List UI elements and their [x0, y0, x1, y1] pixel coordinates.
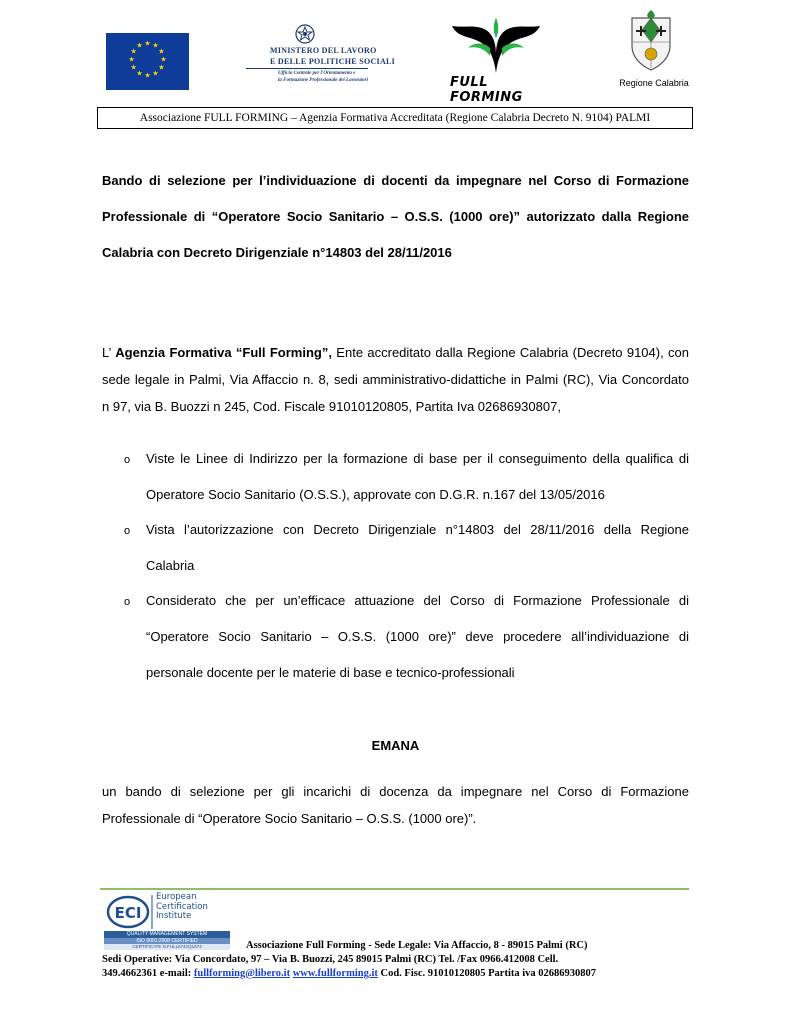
footer-line-3-suffix: Cod. Fisc. 91010120805 Partita iva 02686930807	[377, 968, 597, 979]
eci-qms-bar: QUALITY MANAGEMENT SYSTEM	[104, 931, 230, 938]
bullet-3-line-1: Considerato che per un’efficace attuazione del Corso di Formazione Professionale di	[146, 593, 689, 608]
eci-name-line3: Institute	[156, 911, 192, 921]
footer-line-1: Associazione Full Forming - Sede Legale: Via Affaccio, 8 - 89015 Palmi (RC)	[246, 940, 588, 951]
svg-text:★: ★	[158, 47, 165, 56]
eci-name-line2: Certification	[156, 901, 208, 912]
intro-line-1-rest: Ente accreditato dalla Regione Calabria (Decreto 9104), con	[331, 345, 689, 360]
full-forming-leaves-icon	[450, 18, 542, 74]
full-forming-logo	[446, 18, 546, 105]
regione-calabria-logo	[618, 10, 690, 92]
eu-flag-logo	[106, 33, 189, 90]
svg-text:★: ★	[160, 55, 167, 64]
intro-line-1	[102, 345, 689, 361]
footer-line-3-prefix: 349.4662361 e-mail:	[102, 968, 194, 979]
ministry-name-line1: MINISTERO DEL LAVORO	[270, 46, 377, 55]
eu-stars-icon	[106, 33, 189, 90]
eci-certification-logo	[104, 893, 230, 950]
svg-text:★: ★	[136, 69, 143, 78]
footer-email-link[interactable]: fullforming@libero.it	[193, 968, 291, 979]
svg-text:★: ★	[136, 41, 143, 50]
svg-text:★: ★	[130, 63, 137, 72]
bullet-marker-2: o	[124, 525, 131, 537]
full-forming-logo-text: FULL FORMING	[450, 75, 523, 105]
svg-text:★: ★	[128, 55, 135, 64]
eci-name	[156, 893, 208, 922]
footer-website-link[interactable]: www.fullforming.it	[292, 968, 378, 979]
title-line-2: Professionale di “Operatore Socio Sanitario – O.S.S. (1000 ore)” autorizzato dalla Regione	[102, 209, 689, 224]
bullet-2-line-2: Calabria	[146, 558, 195, 573]
svg-text:★: ★	[130, 47, 137, 56]
closing-line-1: un bando di selezione per gli incarichi di docenza da impegnare nel Corso di Formazione	[102, 784, 689, 799]
title-line-1: Bando di selezione per l’individuazione di docenti da impegnare nel Corso di Formazione	[102, 173, 689, 188]
calabria-coat-of-arms-icon	[626, 10, 676, 72]
closing-line-2: Professionale di “Operatore Socio Sanitario – O.S.S. (1000 ore)”.	[102, 811, 477, 826]
bullet-1-line-2: Operatore Socio Sanitario (O.S.S.), approvate con D.G.R. n.167 del 13/05/2016	[146, 487, 605, 502]
ministry-divider	[246, 68, 368, 69]
svg-text:★: ★	[158, 63, 165, 72]
italian-emblem-icon	[294, 22, 316, 46]
svg-text:★: ★	[144, 39, 151, 48]
svg-text:★: ★	[152, 41, 159, 50]
bullet-3-line-2: “Operatore Socio Sanitario – O.S.S. (1000 ore)” deve procedere all’individuazione di	[146, 629, 689, 644]
bullet-2-line-1: Vista l’autorizzazione con Decreto Dirigenziale n°14803 del 28/11/2016 della Regione	[146, 522, 689, 537]
footer-line-3	[102, 967, 596, 980]
region-label: Regione Calabria	[619, 78, 689, 88]
svg-text:ECI: ECI	[114, 904, 142, 922]
intro-line-3: n 97, via B. Buozzi n 245, Cod. Fiscale 91010120805, Partita Iva 02686930807,	[102, 399, 561, 414]
svg-text:★: ★	[152, 69, 159, 78]
footer-divider	[100, 888, 689, 890]
emana-heading: EMANA	[371, 738, 420, 753]
ministry-name-line2: E DELLE POLITICHE SOCIALI	[270, 57, 396, 66]
ministry-logo	[238, 22, 396, 90]
title-line-3: Calabria con Decreto Dirigenziale n°14803 del 28/11/2016	[102, 245, 452, 260]
intro-prefix: L’	[102, 345, 116, 360]
eci-name-line1: European	[156, 892, 197, 902]
eci-certificate-bar: CERTIFICATE N.FULL6741Q1674	[104, 944, 230, 950]
ministry-office-line1: Ufficio Centrale per l'Orientamento e	[278, 71, 356, 76]
bullet-marker-3: o	[124, 596, 131, 608]
ministry-office-line2: la Formazione Professionale dei Lavoratori	[278, 78, 368, 83]
svg-text:★: ★	[144, 71, 151, 80]
association-banner: Associazione FULL FORMING – Agenzia Formativa Accreditata (Regione Calabria Decreto N. 9104) PALMI	[97, 107, 693, 129]
intro-line-2: sede legale in Palmi, Via Affaccio n. 8, sedi amministrativo-didattiche in Palmi (RC), Via Concordato	[102, 372, 689, 387]
bullet-marker-1: o	[124, 454, 131, 466]
bullet-1-line-1: Viste le Linee di Indirizzo per la formazione di base per il conseguimento della qualifica di	[146, 451, 689, 466]
bullet-3-line-3: personale docente per le materie di base e tecnico-professionali	[146, 665, 515, 680]
agency-name: Agenzia Formativa “Full Forming”,	[115, 345, 332, 360]
eci-iso-bar: ISO 9001:2008 CERTIFIED	[104, 938, 230, 944]
footer-line-2: Sedi Operative: Via Concordato, 97 – Via B. Buozzi, 245 89015 Palmi (RC) Tel. /Fax 0966.412008 Cell.	[102, 954, 559, 965]
